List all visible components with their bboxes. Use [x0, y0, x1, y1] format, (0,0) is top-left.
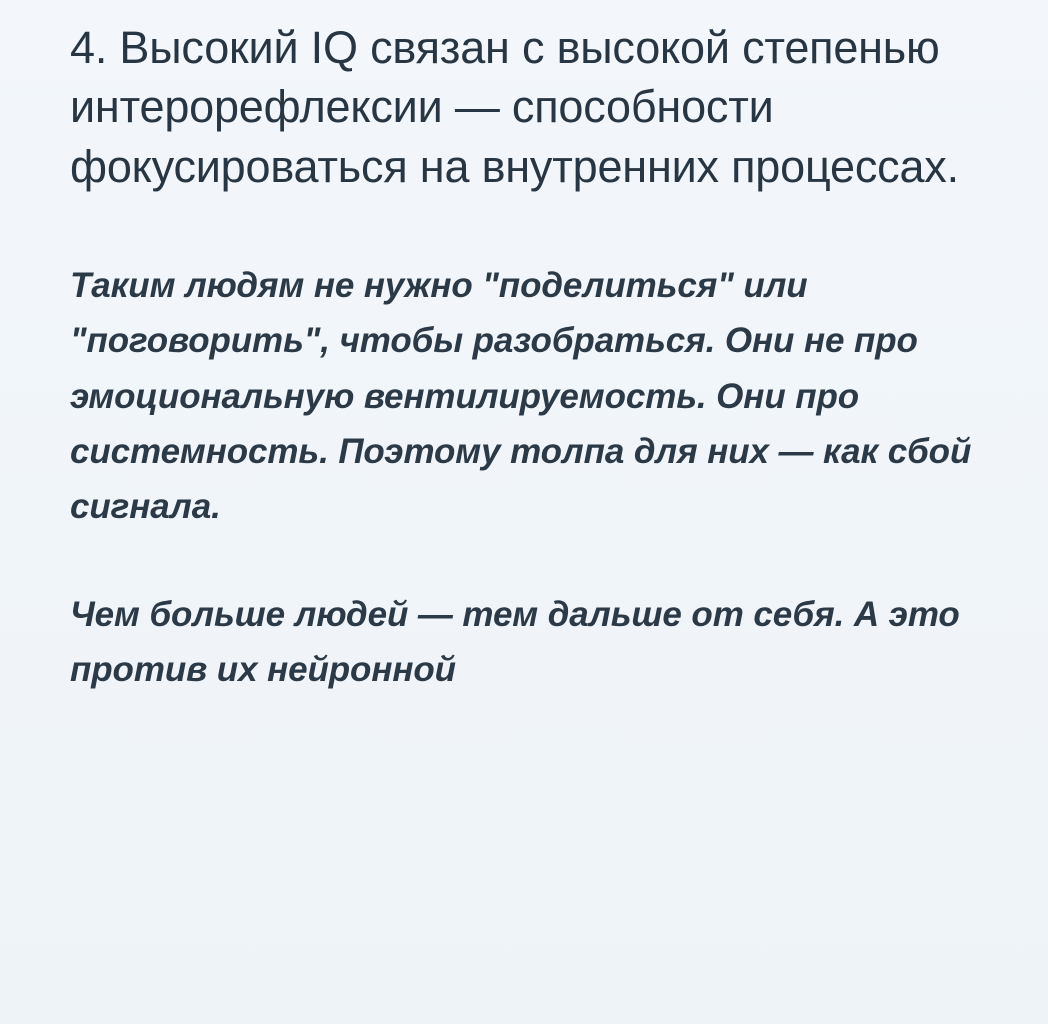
- body-paragraph-1: Таким людям не нужно "поделиться" или "поговорить", чтобы разобраться. Они не про эмоциональную вентилируемость. Они про системность. Поэтому толпа для них — как сбой сигнала.: [70, 266, 972, 527]
- spacer: [70, 196, 978, 258]
- spacer: [70, 535, 978, 587]
- body-paragraph-2: Чем больше людей — тем дальше от себя. А это против их нейронной: [70, 594, 960, 689]
- page-heading: 4. Высокий IQ связан с высокой степенью интерорефлексии — способности фокусироваться на внутренних процессах.: [70, 22, 959, 192]
